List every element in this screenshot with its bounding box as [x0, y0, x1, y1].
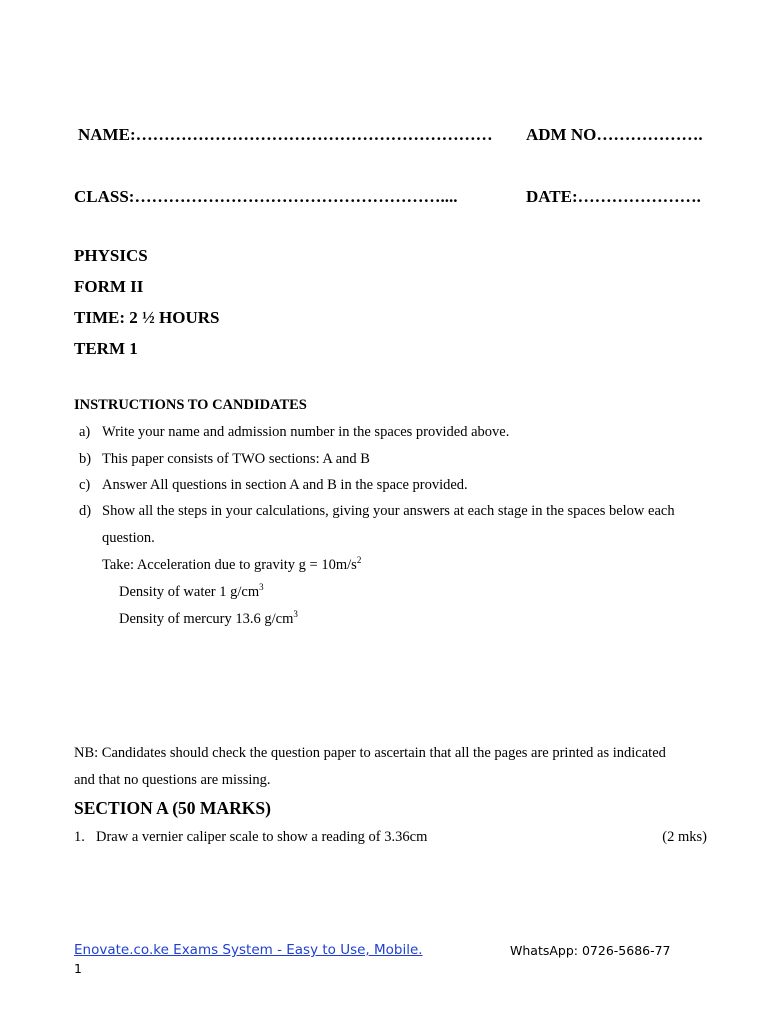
instruction-marker: b) [79, 451, 92, 467]
instruction-text: Write your name and admission number in the spaces provided above. [102, 424, 510, 440]
instruction-marker: d) [79, 503, 92, 519]
question-text: Draw a vernier caliper scale to show a reading of 3.36cm [96, 829, 428, 845]
instruction-continuation: question. [102, 530, 155, 546]
date-field: DATE:…………………. [526, 187, 701, 206]
instructions-title: INSTRUCTIONS TO CANDIDATES [74, 397, 307, 413]
adm-no-field: ADM NO………………. [526, 125, 703, 144]
name-field: NAME:……………………………………………………… [78, 125, 493, 144]
page-number: 1 [74, 961, 82, 976]
whatsapp-contact: WhatsApp: 0726-5686-77 [510, 943, 671, 958]
question-number: 1. [74, 829, 85, 845]
class-field: CLASS:……………………………………………….... [74, 187, 458, 206]
footer-link[interactable]: Enovate.co.ke Exams System - Easy to Use, Mobile. [74, 942, 423, 958]
mercury-density: Density of mercury 13.6 $g/cm^3$ [119, 609, 298, 627]
water-density: Density of water 1 $g/cm^3$ [119, 582, 264, 600]
instruction-marker: c) [79, 477, 91, 493]
instruction-text: Answer All questions in section A and B in the space provided. [102, 477, 468, 493]
section-a-title: SECTION A (50 MARKS) [74, 798, 271, 818]
instruction-text: This paper consists of TWO sections: A and B [102, 451, 370, 467]
note-line-1: NB: Candidates should check the question paper to ascertain that all the pages are printed as indicated [74, 745, 666, 761]
time-heading: TIME: 2 ½ HOURS [74, 308, 220, 327]
note-line-2: and that no questions are missing. [74, 772, 271, 788]
instruction-text: Show all the steps in your calculations, giving your answers at each stage in the spaces below each [102, 503, 675, 519]
term-heading: TERM 1 [74, 339, 138, 358]
question-marks: (2 mks) [662, 829, 707, 845]
form-heading: FORM II [74, 277, 144, 296]
gravity-constant: Take: Acceleration due to gravity $g = 10m/s^2$ [102, 555, 362, 573]
instruction-marker: a) [79, 424, 91, 440]
subject-heading: PHYSICS [74, 246, 148, 265]
